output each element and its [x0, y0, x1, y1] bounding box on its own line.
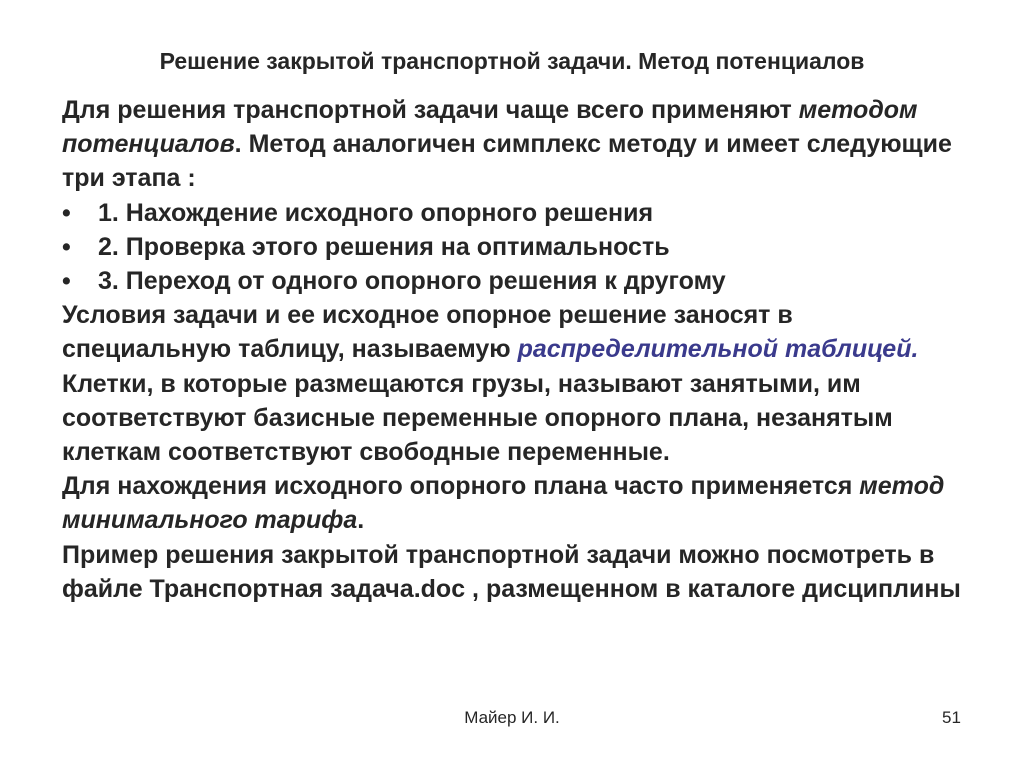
- step-item: [62, 264, 962, 298]
- footer-author: Майер И. И.: [464, 708, 560, 727]
- table-text-start: Условия задачи и ее исходное опорное решение заносят в специальную таблицу, называемую: [62, 301, 793, 364]
- intro-text-start: Для решения транспортной задачи чаще всего применяют: [62, 96, 799, 124]
- slide-body: [62, 93, 962, 606]
- steps-list: [62, 196, 962, 299]
- min-tariff-text-end: .: [357, 506, 365, 535]
- min-tariff-text-start: Для нахождения исходного опорного плана часто применяется: [62, 472, 860, 501]
- min-tariff-paragraph: [62, 469, 962, 537]
- min-tariff-method-name: метод минимального тарифа: [62, 472, 945, 535]
- bullet-icon: •: [62, 198, 71, 227]
- intro-text-end: . Метод аналогичен симплекс методу и имеет следующие три этапа :: [62, 130, 952, 193]
- page-number: 51: [942, 708, 961, 727]
- distribution-table-term: распределительной таблицей.: [517, 335, 919, 364]
- step-text: 2. Проверка этого решения на оптимальность: [98, 232, 670, 261]
- intro-paragraph: [62, 93, 962, 196]
- step-text: 3. Переход от одного опорного решения к другому: [98, 267, 726, 296]
- bullet-icon: •: [62, 232, 71, 261]
- table-paragraph: [62, 298, 962, 469]
- bullet-icon: •: [62, 267, 71, 296]
- step-text: 1. Нахождение исходного опорного решения: [98, 198, 654, 227]
- table-text-end: Клетки, в которые размещаются грузы, называют занятыми, им соответствуют базисные переменные опорного плана, незанятым клеткам соответствуют свободные переменные.: [62, 369, 893, 467]
- step-item: [62, 196, 962, 230]
- step-item: [62, 230, 962, 264]
- method-name-potentials: методом потенциалов: [62, 96, 918, 159]
- slide-title: Решение закрытой транспортной задачи. Метод потенциалов: [159, 48, 865, 74]
- example-paragraph: Пример решения закрытой транспортной задачи можно посмотреть в файле Транспортная задача.doc , размещенном в каталоге дисциплины: [62, 540, 961, 603]
